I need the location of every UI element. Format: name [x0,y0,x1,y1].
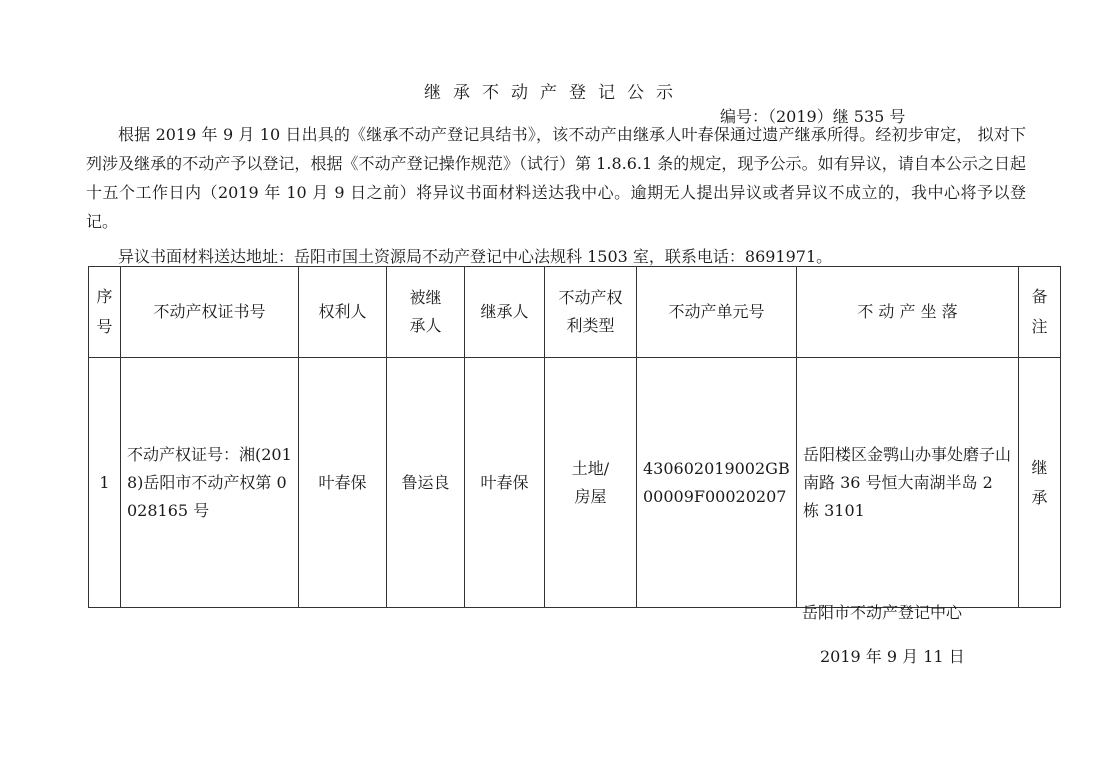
cell-heir: 叶春保 [465,358,545,608]
table-row [89,358,1061,608]
registration-table [88,266,1061,608]
header-unit-no: 不动产单元号 [637,267,797,358]
header-deceased: 被继承人 [387,267,465,358]
header-heir: 继承人 [465,267,545,358]
document-title: 继承不动产登记公示 [424,83,685,103]
cell-seq: 1 [89,358,121,608]
header-right-type: 不动产权利类型 [545,267,637,358]
header-location: 不 动 产 坐 落 [797,267,1019,358]
notice-body: 根据 2019 年 9 月 10 日出具的《继承不动产登记具结书》，该不动产由继承人叶春保通过遗产继承所得。经初步审定， 拟对下列涉及继承的不动产予以登记，根据《不动产登记操作规范》（试行）第 1.8.6.1 条的规定，现予公示。如有异议，请自本公示之日起十五个工作日内（2019 年 10 月 9 日之前）将异议书面材料送达我中心。逾期无人提出异议或者异议不成立的，我中心将予以登记。 [86,125,1026,231]
cell-holder: 叶春保 [299,358,387,608]
header-seq: 序号 [89,267,121,358]
cell-unit-no: 430602019002GB00009F00020207 [637,358,797,608]
issuing-organization: 岳阳市不动产登记中心 [802,603,963,622]
header-holder: 权利人 [299,267,387,358]
document-number: 编号：（2019）继 535 号 [720,107,906,126]
header-cert: 不动产权证书号 [121,267,299,358]
issue-date: 2019 年 9 月 11 日 [820,647,965,666]
table-header-row [89,267,1061,358]
cell-right-type: 土地/房屋 [545,358,637,608]
objection-address: 异议书面材料送达地址：岳阳市国土资源局不动产登记中心法规科 1503 室，联系电话：8691971。 [118,247,833,266]
cell-cert: 不动产权证号：湘(2018)岳阳市不动产权第 0028165 号 [121,358,299,608]
cell-location: 岳阳楼区金鹗山办事处磨子山南路 36 号恒大南湖半岛 2 栋 3101 [797,358,1019,608]
header-remark: 备注 [1019,267,1061,358]
cell-deceased: 鲁运良 [387,358,465,608]
cell-remark: 继承 [1019,358,1061,608]
